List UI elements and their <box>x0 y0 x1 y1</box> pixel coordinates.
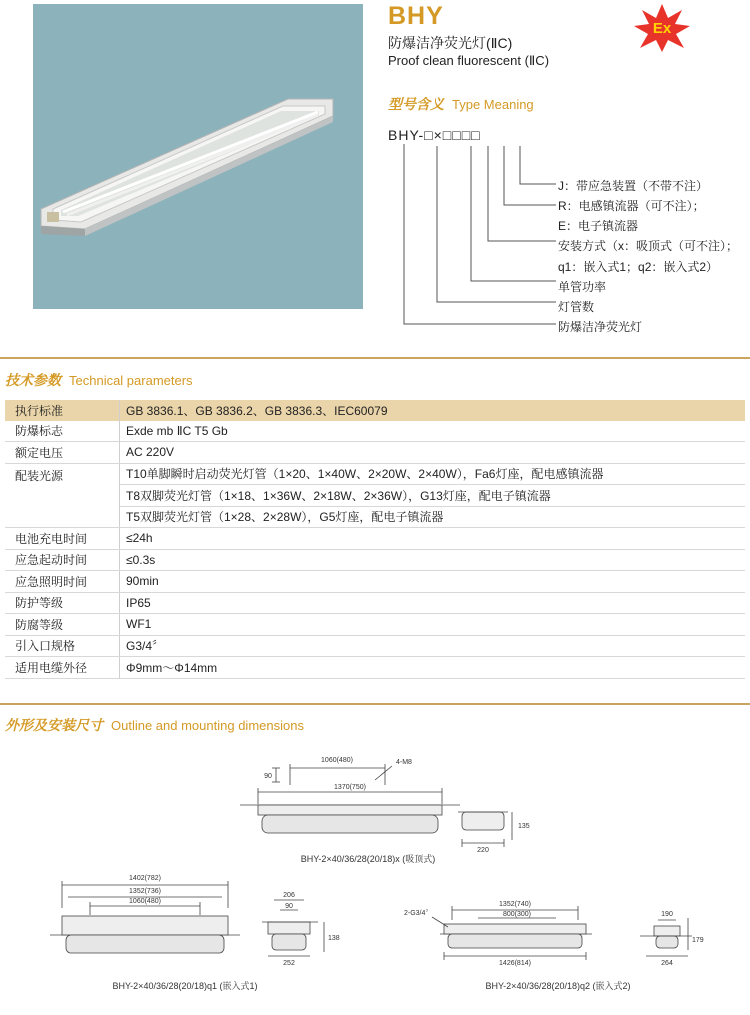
legend-item: R：电感镇流器（可不注）； <box>558 199 705 213</box>
param-value: T5双脚荧光灯管（1×28、2×28W），G5灯座，配电子镇流器 <box>120 506 746 528</box>
table-row <box>5 528 745 550</box>
param-value: GB 3836.1、GB 3836.2、GB 3836.3、IEC60079 <box>120 400 746 421</box>
param-key: 配装光源 <box>5 463 120 528</box>
param-value: ≤0.3s <box>120 549 746 571</box>
param-value: ≤24h <box>120 528 746 550</box>
type-meaning-title-cn: 型号含义 <box>388 96 444 112</box>
fig2-dim-outer: 1402(782) <box>129 875 161 882</box>
fig3-side-h: 179 <box>692 937 704 944</box>
fig1-dim-bolt: 4-M8 <box>396 759 412 766</box>
product-photo <box>33 4 363 309</box>
param-value: Exde mb ⅡC T5 Gb <box>120 421 746 442</box>
table-row <box>5 421 745 442</box>
param-value: Φ9mm～Φ14mm <box>120 657 746 679</box>
param-value: G3/4〞 <box>120 635 746 657</box>
param-key: 应急起动时间 <box>5 549 120 571</box>
fig3-side-top: 190 <box>661 911 673 918</box>
tech-title-cn: 技术参数 <box>5 372 61 388</box>
table-row <box>5 635 745 657</box>
table-row <box>5 549 745 571</box>
fig2-side-top: 206 <box>283 892 295 899</box>
type-meaning-title-en: Type Meaning <box>452 97 534 112</box>
fig3-side-w: 264 <box>661 960 673 967</box>
legend-item: 安装方式（x：吸顶式（可不注）； <box>558 239 739 253</box>
table-row <box>5 442 745 464</box>
fig1-side-w: 220 <box>477 847 489 854</box>
param-key: 防爆标志 <box>5 421 120 442</box>
product-name-cn: 防爆洁净荧光灯(ⅡC) <box>388 35 513 51</box>
type-meaning-heading <box>388 94 534 114</box>
param-key: 防腐等级 <box>5 614 120 636</box>
fig2-dim-mid: 1352(736) <box>129 888 161 895</box>
table-row <box>5 614 745 636</box>
product-code: BHY <box>388 2 444 30</box>
section-divider <box>0 357 750 359</box>
param-key: 引入口规格 <box>5 635 120 657</box>
table-row <box>5 463 745 485</box>
outline-title-en: Outline and mounting dimensions <box>111 718 304 733</box>
ex-mark-text: Ex <box>652 20 672 37</box>
param-key: 适用电缆外径 <box>5 657 120 679</box>
legend-item: J：带应急装置（不带不注） <box>558 179 709 193</box>
fig3-dim-g: 2-G3/4〞 <box>404 910 433 917</box>
param-key: 应急照明时间 <box>5 571 120 593</box>
tech-heading <box>5 370 193 390</box>
param-key: 额定电压 <box>5 442 120 464</box>
fig2-side-h: 138 <box>328 935 340 942</box>
param-value: T8双脚荧光灯管（1×18、1×36W、2×18W、2×36W），G13灯座，配电子镇流器 <box>120 485 746 507</box>
legend-item: q1：嵌入式1；q2：嵌入式2） <box>558 260 719 274</box>
model-code: BHY-□×□□□□ <box>388 127 481 143</box>
fig2-side-w: 252 <box>283 960 295 967</box>
fig1-dim-len: 1370(750) <box>334 784 366 791</box>
fig1-dim-top: 1060(480) <box>321 757 353 764</box>
table-row <box>5 657 745 679</box>
tech-title-en: Technical parameters <box>69 373 193 388</box>
param-value: IP65 <box>120 592 746 614</box>
fig1-caption: BHY-2×40/36/28(20/18)x (吸顶式) <box>300 854 436 864</box>
fig3-dim-inner: 800(300) <box>502 911 532 918</box>
fig2-dim-inner: 1060(480) <box>129 898 161 905</box>
fig1-side-h: 135 <box>518 823 530 830</box>
table-row <box>5 571 745 593</box>
ex-mark <box>632 2 692 54</box>
param-key: 执行标准 <box>5 400 120 421</box>
fig3-caption: BHY-2×40/36/28(20/18)q2 (嵌入式2) <box>485 981 631 991</box>
legend-item: 单管功率 <box>558 280 607 294</box>
outline-title-cn: 外形及安装尺寸 <box>5 717 103 733</box>
table-row <box>5 400 745 421</box>
param-key: 防护等级 <box>5 592 120 614</box>
param-value: 90min <box>120 571 746 593</box>
type-meaning-leader-lines <box>380 140 560 330</box>
param-value: AC 220V <box>120 442 746 464</box>
outline-heading <box>5 715 304 735</box>
legend-item: 灯管数 <box>558 300 595 314</box>
tech-parameters-table <box>5 400 745 679</box>
outline-drawings <box>0 740 750 1015</box>
param-value: WF1 <box>120 614 746 636</box>
fig2-side-inner: 90 <box>285 903 293 910</box>
param-value: T10单脚瞬时启动荧光灯管（1×20、1×40W、2×20W、2×40W），Fa6灯座，配电感镇流器 <box>120 463 746 485</box>
fig1-dim-h: 90 <box>264 773 272 780</box>
fig3-dim-outer: 1426(814) <box>499 960 531 967</box>
table-row <box>5 592 745 614</box>
product-name-en: Proof clean fluorescent (ⅡC) <box>388 53 550 68</box>
fig2-caption: BHY-2×40/36/28(20/18)q1 (嵌入式1) <box>112 981 258 991</box>
section-divider <box>0 703 750 705</box>
legend-item: E：电子镇流器 <box>558 219 639 233</box>
legend-item: 防爆洁净荧光灯 <box>558 320 643 334</box>
param-key: 电池充电时间 <box>5 528 120 550</box>
fig3-dim-mid: 1352(740) <box>499 901 531 908</box>
